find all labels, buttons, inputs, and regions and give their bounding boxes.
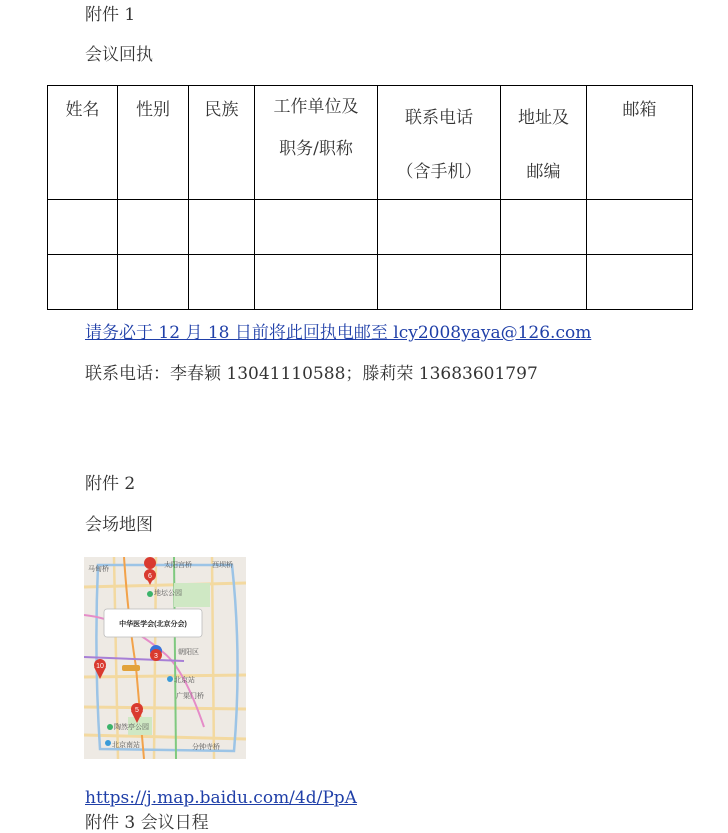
- map-label: 地坛公园: [154, 590, 182, 597]
- map-label: 北京站: [174, 677, 195, 684]
- header-cell-name: 姓名: [48, 86, 118, 200]
- annex2-title: 附件 2: [85, 474, 136, 494]
- table-cell[interactable]: [378, 255, 501, 310]
- table-cell[interactable]: [501, 200, 587, 255]
- contact-phones: 联系电话：李春颖 13041110588；滕莉荣 13683601797: [85, 364, 538, 384]
- header-cell-email: 邮箱: [587, 86, 693, 200]
- landmark-icon: [122, 665, 140, 671]
- table-header-row: [48, 86, 693, 200]
- table-row: [48, 255, 693, 310]
- header-cell-workplace: 工作单位及 职务/职称: [255, 86, 378, 200]
- table-cell[interactable]: [118, 255, 189, 310]
- map-label: 马甸桥: [88, 566, 109, 573]
- annex1-subtitle: 会议回执: [85, 45, 153, 65]
- map-label: 分钟寺桥: [192, 744, 220, 751]
- map-marker-3[interactable]: [150, 645, 162, 661]
- map-label: 陶然亭公园: [114, 724, 149, 731]
- table-cell[interactable]: [189, 200, 255, 255]
- svg-text:5: 5: [135, 707, 139, 714]
- header-cell-address: 地址及 邮编: [501, 86, 587, 200]
- map-label: 西坝桥: [212, 562, 233, 569]
- map-label: 广渠门桥: [176, 693, 204, 700]
- map-link[interactable]: https://j.map.baidu.com/4d/PpA: [85, 788, 357, 808]
- park-icon: [107, 724, 113, 730]
- cutoff-text: 附件 3 会议日程: [85, 813, 209, 833]
- table-row: [48, 200, 693, 255]
- table-cell[interactable]: [48, 255, 118, 310]
- receipt-table: [47, 85, 693, 310]
- header-cell-ethnicity: 民族: [189, 86, 255, 200]
- table-cell[interactable]: [501, 255, 587, 310]
- annex2-subtitle: 会场地图: [85, 515, 153, 535]
- email-notice-link[interactable]: 请务必于 12 月 18 日前将此回执电邮至 lcy2008yaya@126.com: [85, 323, 592, 343]
- table-cell[interactable]: [255, 200, 378, 255]
- header-cell-phone: 联系电话 （含手机）: [378, 86, 501, 200]
- station-icon: [167, 676, 173, 682]
- map-label: 太阳宫桥: [164, 562, 192, 569]
- svg-text:3: 3: [154, 653, 158, 660]
- station-icon: [105, 740, 111, 746]
- header-cell-gender: 性别: [118, 86, 189, 200]
- table-cell[interactable]: [255, 255, 378, 310]
- svg-text:10: 10: [96, 663, 104, 670]
- venue-map[interactable]: [84, 557, 246, 759]
- table-cell[interactable]: [378, 200, 501, 255]
- map-label: 北京南站: [112, 742, 140, 749]
- table-cell[interactable]: [587, 200, 693, 255]
- park-icon: [147, 591, 153, 597]
- table-cell[interactable]: [189, 255, 255, 310]
- svg-text:6: 6: [148, 573, 152, 580]
- map-label: 朝阳区: [178, 649, 199, 656]
- table-cell[interactable]: [587, 255, 693, 310]
- annex1-title: 附件 1: [85, 5, 136, 25]
- map-callout: 中华医学会(北京分会): [119, 621, 187, 628]
- table-cell[interactable]: [118, 200, 189, 255]
- table-cell[interactable]: [48, 200, 118, 255]
